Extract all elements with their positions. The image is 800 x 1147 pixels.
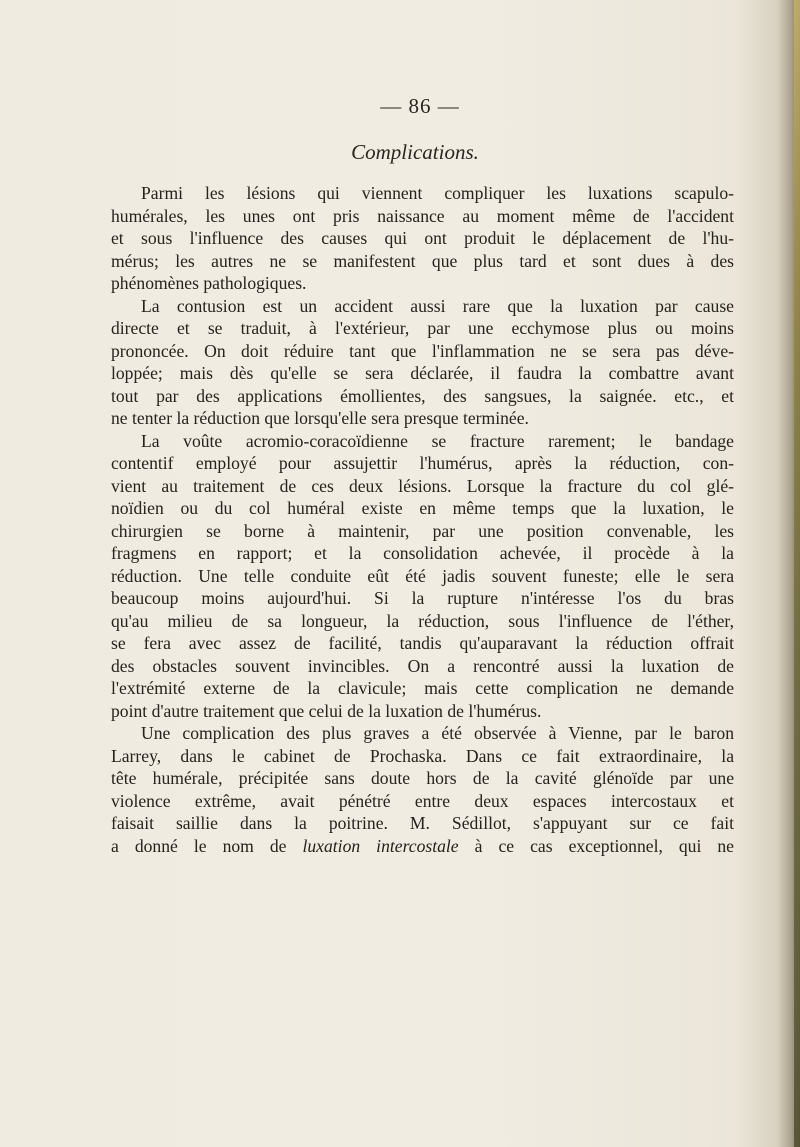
text-line: faisait saillie dans la poitrine. M. Sédillot, s'appuyant sur ce fait <box>111 813 734 833</box>
text-fragment: à ce cas exceptionnel, qui ne <box>458 835 734 856</box>
text-line: point d'autre traitement que celui de la luxation de l'humérus. <box>111 700 542 721</box>
text-line: tout par des applications émollientes, des sangsues, la saignée. etc., et <box>111 385 734 406</box>
text-line: qu'au milieu de sa longueur, la réduction, sous l'influence de l'éther, <box>111 610 734 631</box>
text-line: l'extrémité externe de la clavicule; mais cette complication ne demande <box>111 678 734 698</box>
text-line: La voûte acromio-coracoïdienne se fracture rarement; le bandage <box>141 430 734 451</box>
text-line: Parmi les lésions qui viennent compliquer les luxations scapulo- <box>141 183 734 203</box>
body-text <box>111 182 734 857</box>
page-number: — 86 — <box>380 94 460 118</box>
text-line: se fera avec assez de facilité, tandis qu'auparavant la réduction offrait <box>111 633 734 653</box>
text-line: directe et se traduit, à l'extérieur, par une ecchymose plus ou moins <box>111 318 734 338</box>
text-line: tête humérale, précipitée sans doute hors de la cavité glénoïde par une <box>111 768 734 788</box>
page-edge-strip <box>794 0 800 1147</box>
text-line: Une complication des plus graves a été observée à Vienne, par le baron <box>141 723 734 743</box>
text-line-with-italic <box>111 835 734 858</box>
text-line: phénomènes pathologiques. <box>111 273 307 293</box>
italic-term: luxation intercostale <box>302 835 459 856</box>
text-line: réduction. Une telle conduite eût été jadis souvent funeste; elle le sera <box>111 565 734 586</box>
text-line: mérus; les autres ne se manifestent que plus tard et sont dues à des <box>111 250 734 271</box>
text-line: des obstacles souvent invincibles. On a rencontré aussi la luxation de <box>111 655 734 676</box>
text-line: ne tenter la réduction que lorsqu'elle sera presque terminée. <box>111 408 529 428</box>
text-line: humérales, les unes ont pris naissance au moment même de l'accident <box>111 205 734 226</box>
text-line: fragmens en rapport; et la consolidation achevée, il procède à la <box>111 543 734 563</box>
text-line: et sous l'influence des causes qui ont produit le déplacement de l'hu- <box>111 228 734 248</box>
text-line: prononcée. On doit réduire tant que l'inflammation ne se sera pas déve- <box>111 340 734 361</box>
text-line: chirurgien se borne à maintenir, par une position convenable, les <box>111 520 734 541</box>
text-line: violence extrême, avait pénétré entre deux espaces intercostaux et <box>111 790 734 811</box>
text-line: beaucoup moins aujourd'hui. Si la rupture n'intéresse l'os du bras <box>111 588 734 608</box>
text-line: vient au traitement de ces deux lésions. Lorsque la fracture du col glé- <box>111 475 734 496</box>
text-line: loppée; mais dès qu'elle se sera déclarée, il faudra la combattre avant <box>111 363 734 383</box>
text-line: noïdien ou du col huméral existe en même temps que la luxation, le <box>111 498 734 518</box>
text-fragment: a donné le nom de <box>111 835 303 856</box>
text-line: Larrey, dans le cabinet de Prochaska. Dans ce fait extraordinaire, la <box>111 745 734 766</box>
text-line: La contusion est un accident aussi rare que la luxation par cause <box>141 295 734 316</box>
section-title: Complications. <box>351 140 479 164</box>
text-line: contentif employé pour assujettir l'humérus, après la réduction, con- <box>111 453 734 473</box>
